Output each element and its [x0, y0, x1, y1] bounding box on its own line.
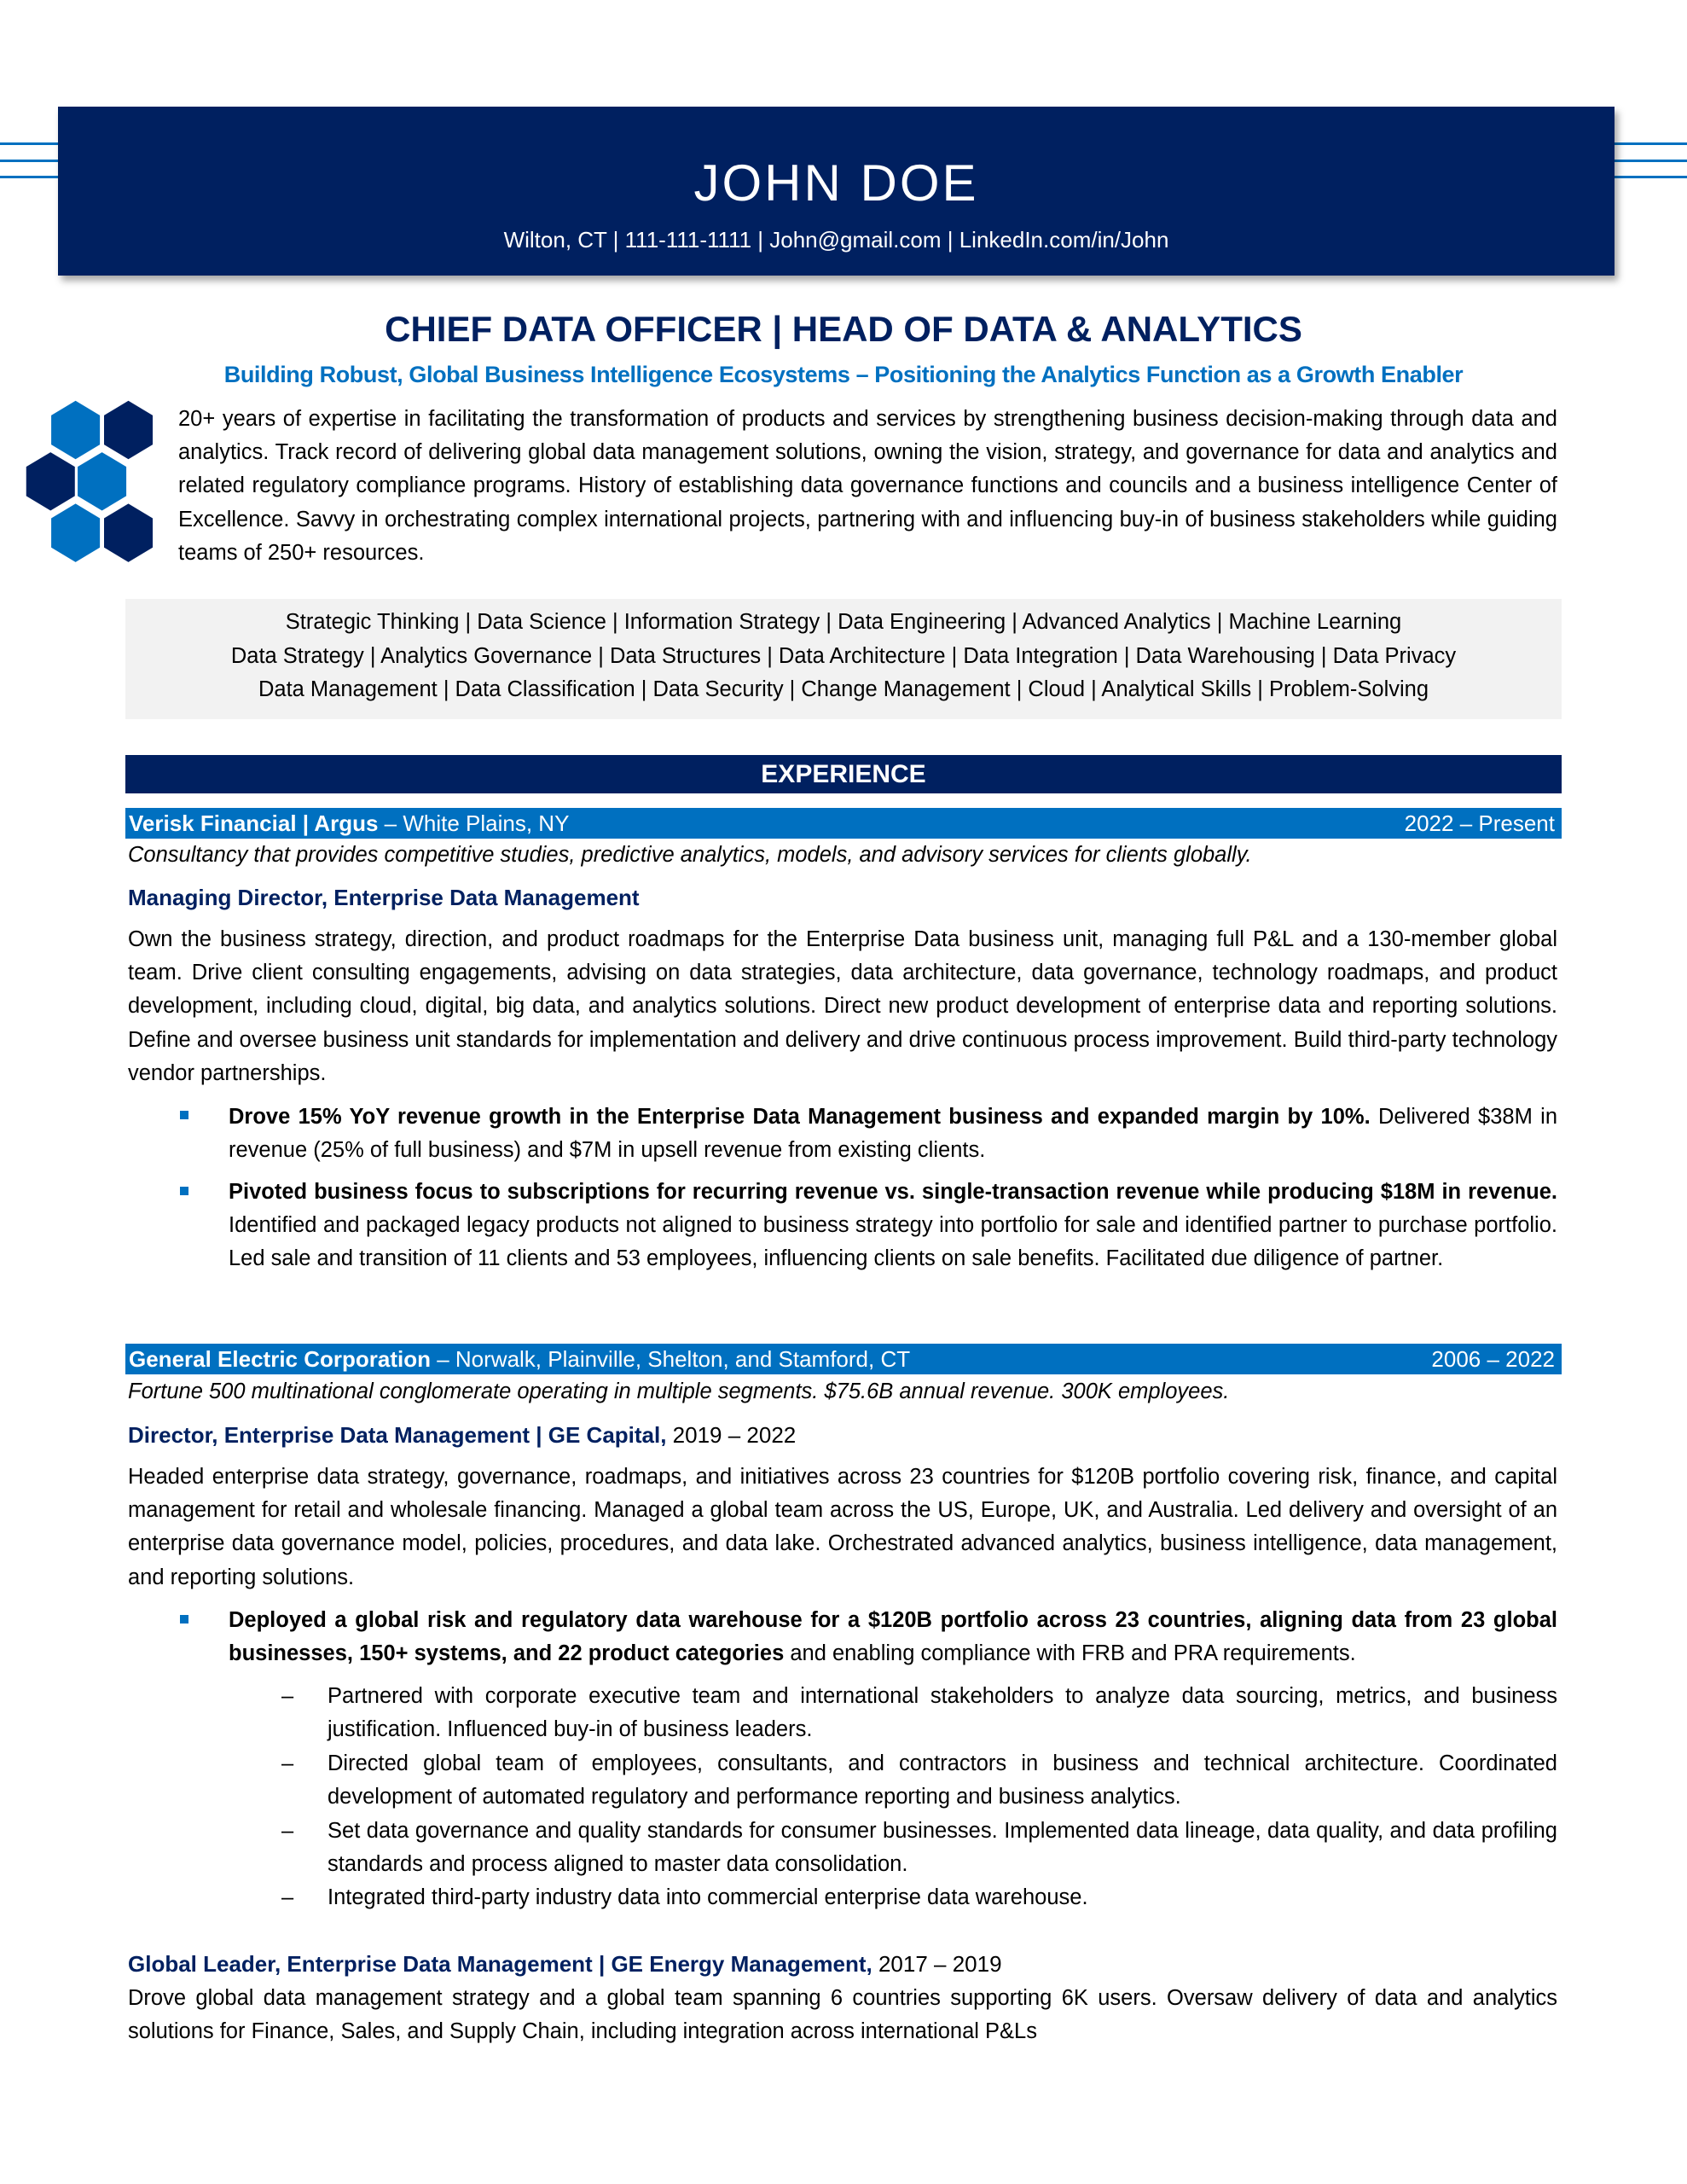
headline-title: CHIEF DATA OFFICER | HEAD OF DATA & ANALYTICS	[385, 309, 1302, 349]
job-dates: 2022 – Present	[1404, 810, 1555, 836]
hexagon-shape	[26, 452, 75, 510]
sub-bullet: Integrated third-party industry data into commercial enterprise data warehouse.	[328, 1885, 1088, 1909]
decorative-line	[1613, 142, 1687, 145]
professional-summary: 20+ years of expertise in facilitating the transformation of products and services by strengthening business decision-making through data and analytics. Track record of delivering global data management solutions, owning the vision, strategy, and governance for data and analytics and related regulatory compliance programs. History of establishing data governance functions and councils and a business intelligence Center of Excellence. Savvy in orchestrating complex international projects, partnering with and influencing buy-in of business stakeholders while guiding teams of 250+ resources.	[178, 407, 1557, 565]
bullet-icon	[180, 1615, 188, 1623]
bullet-bold: Drove 15% YoY revenue growth in the Enterprise Data Management business and expanded margin by 10%.	[229, 1105, 1371, 1129]
bullet-icon	[180, 1187, 188, 1195]
skills-line: Data Strategy | Analytics Governance | Data Structures | Data Architecture | Data Integration | Data Warehousing | Data Privacy	[230, 643, 1457, 668]
company-bar	[125, 808, 1562, 839]
bullet-bold: Pivoted business focus to subscriptions for recurring revenue vs. single-transaction revenue while producing $18M in revenue.	[229, 1180, 1557, 1204]
job-summary: Headed enterprise data strategy, governance, roadmaps, and initiatives across 23 countries for $120B portfolio covering risk, finance, and capital management for retail and wholesale financing. Managed a global team across the US, Europe, UK, and Australia. Led delivery and oversight of an enterprise data governance model, policies, procedures, and data lake. Orchestrated advanced analytics, business intelligence, data management, and reporting solutions.	[128, 1465, 1557, 1589]
job-title: Global Leader, Enterprise Data Management | GE Energy Management,	[128, 1951, 872, 1977]
header-banner	[58, 107, 1615, 276]
sub-bullet: Partnered with corporate executive team and international stakeholders to analyze data sourcing, metrics, and business justification. Influenced buy-in of business leaders.	[328, 1684, 1557, 1742]
hexagon-shape	[104, 503, 153, 561]
sub-bullet: Set data governance and quality standards for consumer businesses. Implemented data lineage, data quality, and data profiling standards and process aligned to master data consolidation.	[328, 1819, 1557, 1877]
contact-info: Wilton, CT | 111-111-1111 | John@gmail.com | LinkedIn.com/in/John	[503, 227, 1169, 253]
decorative-line	[0, 142, 60, 145]
achievement-bullet	[229, 1101, 1557, 1167]
dash-marker: –	[281, 1885, 294, 1909]
company-location: – Norwalk, Plainville, Shelton, and Stamford, CT	[430, 1346, 911, 1372]
bullet-icon	[180, 1111, 188, 1119]
company-description: Fortune 500 multinational conglomerate operating in multiple segments. $75.6B annual revenue. 300K employees.	[128, 1380, 1230, 1403]
job-years: 2017 – 2019	[872, 1951, 1002, 1977]
job-title: Managing Director, Enterprise Data Management	[128, 885, 640, 910]
skills-line: Strategic Thinking | Data Science | Information Strategy | Data Engineering | Advanced Analytics | Machine Learning	[285, 610, 1402, 634]
tagline: Building Robust, Global Business Intelligence Ecosystems – Positioning the Analytics Function as a Growth Enabler	[223, 362, 1464, 387]
sub-bullet: Directed global team of employees, consultants, and contractors in business and technical architecture. Coordinated development of automated regulatory and performance reporting and business analytics.	[328, 1751, 1557, 1809]
dash-marker: –	[281, 1819, 294, 1843]
company-location: – White Plains, NY	[378, 810, 570, 836]
company-bar	[125, 1344, 1562, 1374]
hexagon-shape	[51, 503, 100, 561]
decorative-line	[0, 176, 60, 178]
company-description: Consultancy that provides competitive studies, predictive analytics, models, and advisory services for clients globally.	[128, 843, 1252, 867]
bullet-text: Delivered $38M in revenue (25% of full business) and $7M in upsell revenue from existing clients.	[229, 1105, 1557, 1163]
candidate-name: JOHN DOE	[693, 154, 979, 212]
job-dates: 2006 – 2022	[1431, 1346, 1555, 1372]
company-name: General Electric Corporation	[129, 1346, 431, 1372]
decorative-line	[1613, 160, 1687, 162]
job-summary: Drove global data management strategy and a global team spanning 6 countries supporting 6K users. Oversaw delivery of data and analytics solutions for Finance, Sales, and Supply Chain, including integration across international P&Ls	[128, 1986, 1557, 2044]
hexagon-shape	[51, 401, 100, 459]
achievement-bullet	[229, 1604, 1557, 1670]
achievement-bullet	[229, 1176, 1557, 1276]
job-summary: Own the business strategy, direction, and product roadmaps for the Enterprise Data business unit, managing full P&L and a 130-member global team. Drive client consulting engagements, advising on data strategies, data architecture, data governance, technology roadmaps, and product development, including cloud, digital, big data, and analytics solutions. Direct new product development of enterprise data and reporting solutions. Define and oversee business unit standards for implementation and delivery and drive continuous process improvement. Build third-party technology vendor partnerships.	[128, 927, 1557, 1085]
company-name: Verisk Financial | Argus	[129, 810, 379, 836]
dash-marker: –	[281, 1751, 294, 1775]
hexagon-shape	[78, 452, 126, 510]
skills-box	[125, 599, 1562, 719]
decorative-line	[0, 160, 60, 162]
job-years: 2019 – 2022	[666, 1422, 797, 1448]
dash-marker: –	[281, 1684, 294, 1708]
bullet-text: Identified and packaged legacy products not aligned to business strategy into portfolio for sale and identified partner to purchase portfolio. Led sale and transition of 11 clients and 53 employees, influencing clients on sale benefits. Facilitated due diligence of partner.	[229, 1213, 1557, 1271]
skills-line: Data Management | Data Classification | Data Security | Change Management | Cloud | Analytical Skills | Problem-Solving	[258, 677, 1429, 701]
bullet-text: and enabling compliance with FRB and PRA requirements.	[784, 1641, 1356, 1666]
decorative-line	[1613, 176, 1687, 178]
section-heading-experience: EXPERIENCE	[125, 755, 1562, 793]
hexagon-shape	[104, 401, 153, 459]
job-title: Director, Enterprise Data Management | GE Capital,	[128, 1422, 667, 1448]
bullet-bold: Deployed a global risk and regulatory data warehouse for a $120B portfolio across 23 countries, aligning data from 23 global businesses, 150+ systems, and 22 product categories	[229, 1608, 1557, 1666]
hexagon-logo-icon	[0, 392, 171, 580]
